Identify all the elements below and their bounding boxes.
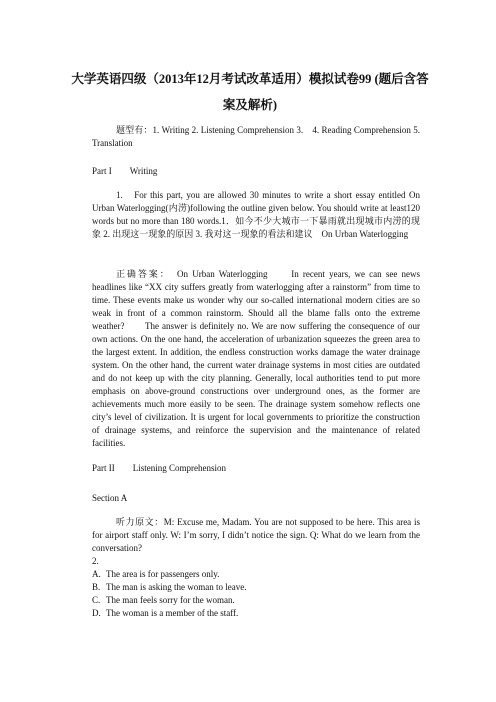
title-line-1: 大学英语四级（2013年12月考试改革适用）模拟试卷99 (题后含答 xyxy=(71,72,429,86)
option-c[interactable] xyxy=(92,594,420,607)
answer-options xyxy=(92,568,420,620)
option-b[interactable] xyxy=(92,581,420,594)
section-a-heading: Section A xyxy=(92,493,128,503)
option-text: The man feels sorry for the woman. xyxy=(106,595,235,605)
part1-question: 1. For this part, you are allowed 30 minutes to write a short essay entitled On Urban Waterlogging(内涝)following the outline given below. You should write at least120 words but no more than 180 words.1．如今不少大城市一下暴雨就出现城市内涝的现象 2. 出现这一现象的原因 3. 我对这一现象的看法和建议 On Urban Waterlogging xyxy=(92,190,420,239)
question-number: 2. xyxy=(92,556,99,566)
question-types: 题型有：1. Writing 2. Listening Comprehension 3. 4. Reading Comprehension 5. Translation xyxy=(92,125,420,148)
option-text: The woman is a member of the staff. xyxy=(106,608,239,618)
part1-answer: 正确答案： On Urban Waterlogging In recent years, we can see news headlines like “XX city suffers greatly from waterlogging after a rainstorm” from time to time. These events make us wonder why our so-called international modern cities are so weak in front of a common rainstorm. Should all the blame falls onto the extreme weather? The answer is definitely no. We are now suffering the consequence of our own actions. On the one hand, the acceleration of urbanization squeezes the green area to the largest extent. In addition, the endless construction works damage the water drainage system. On the other hand, the current water drainage systems in most cities are outdated and do not keep up with the city planning. Generally, local authorities tend to put more emphasis on above-ground constructions over underground ones, as the former are achievements much more easily to be seen. The drainage system somehow reflects one city’s level of civilization. It is urgent for local governments to prioritize the construction of drainage systems, and reinforce the supervision and the maintenance of related facilities. xyxy=(92,269,420,448)
part1-heading: Part I Writing xyxy=(92,166,158,176)
option-text: The area is for passengers only. xyxy=(106,569,220,579)
option-d[interactable] xyxy=(92,607,420,620)
option-key: D. xyxy=(92,608,101,618)
listening-transcript: 听力原文：M: Excuse me, Madam. You are not supposed to be here. This area is for airport staff only. W: I’m sorry, I didn’t notice the sign. Q: What do we learn from the conversation? xyxy=(92,517,420,553)
option-key: B. xyxy=(92,582,101,592)
part2-heading: Part II Listening Comprehension xyxy=(92,463,226,473)
document-title xyxy=(60,66,440,118)
title-line-2: 案及解析) xyxy=(222,98,278,112)
option-text: The man is asking the woman to leave. xyxy=(106,582,247,592)
option-key: C. xyxy=(92,595,101,605)
option-key: A. xyxy=(92,569,101,579)
option-a[interactable] xyxy=(92,568,420,581)
